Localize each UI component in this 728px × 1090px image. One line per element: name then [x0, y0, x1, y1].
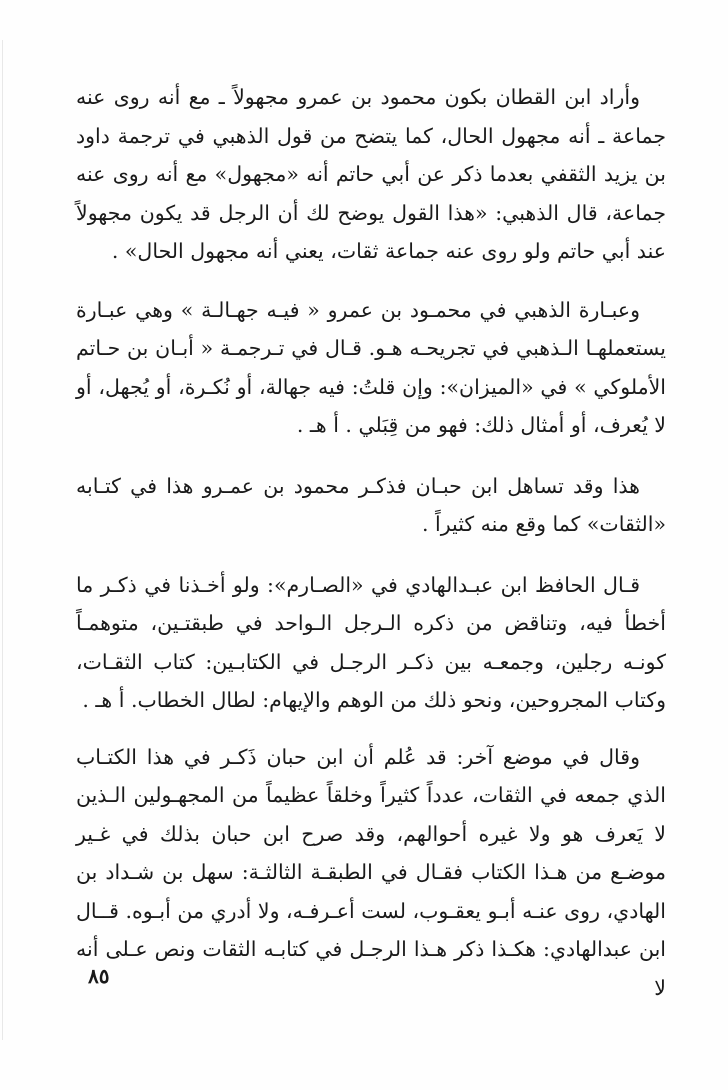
paragraph-3: هذا وقد تساهل ابن حبـان فذكـر محمود بن عمـرو هذا في كتـابه «الثقات» كما وقع منه كثيراً . — [76, 473, 666, 536]
paragraph-5: وقال في موضع آخر: قد عُلم أن ابن حبان ذَكـر في هذا الكتـاب الذي جمعه في الثقات، عدداً كثيراً وخلقاً عظيماً من المجهـولين الـذين لا يَعرف هو ولا غيره أحوالهم، وقد صرح ابن حبان بذلك في غـير موضـع من هـذا الكتاب فقـال في الطبقـة الثالثـة: سهل بن شـداد بن الهادي، روى عنـه أبـو يعقـوب، لست أعـرفـه، ولا أدري من أبـوه. قــال ابن عبدالهادي: هكـذا ذكر هـذا الرجـل في كتابـه الثقات ونص عـلى أنه لا — [76, 744, 666, 1000]
paragraph-1: وأراد ابن القطان بكون محمود بن عمرو مجهولاً ـ مع أنه روى عنه جماعة ـ أنه مجهول الحال، كما يتضح من قول الذهبي في ترجمة داود بن يزيد الثقفي بعدما ذكر عن أبي حاتم أنه «مجهول» مع أنه روى عنه جماعة، قال الذهبي: «هذا القول يوضح لك أن الرجل قد يكون مجهولاً عند أبي حاتم ولو روى عنه جماعة ثقات، يعني أنه مجهول الحال» . — [76, 85, 666, 263]
paragraph-4: قـال الحافظ ابن عبـدالهادي في «الصـارم»: ولو أخـذنا في ذكـر ما أخطأ فيه، وتناقض من ذكره الـرجل الـواحد في طبقتـين، متوهمـاً كونـه رجلين، وجمعـه بين ذكـر الرجـل في الكتابـين: كتاب الثقـات، وكتاب المجروحين، ونحو ذلك من الوهم والإيهام: لطال الخطاب. أ هـ . — [76, 572, 666, 712]
main-text-block — [76, 78, 666, 1029]
page-edge-line — [2, 40, 3, 1040]
paragraph-2: وعبـارة الذهبي في محمـود بن عمرو « فيـه جهـالـة » وهي عبـارة يستعملهـا الـذهبي في تجريحـه هـو. قـال في تـرجمـة « أبـان بن حـاتم الأملوكي » في «الميزان»: وإن قلتُ: فيه جهالة، أو نُكـرة، أو يُجهل، أو لا يُعرف، أو أمثال ذلك: فهو من قِبَلي . أ هـ . — [76, 297, 666, 437]
page-number: ٨٥ — [88, 964, 110, 988]
